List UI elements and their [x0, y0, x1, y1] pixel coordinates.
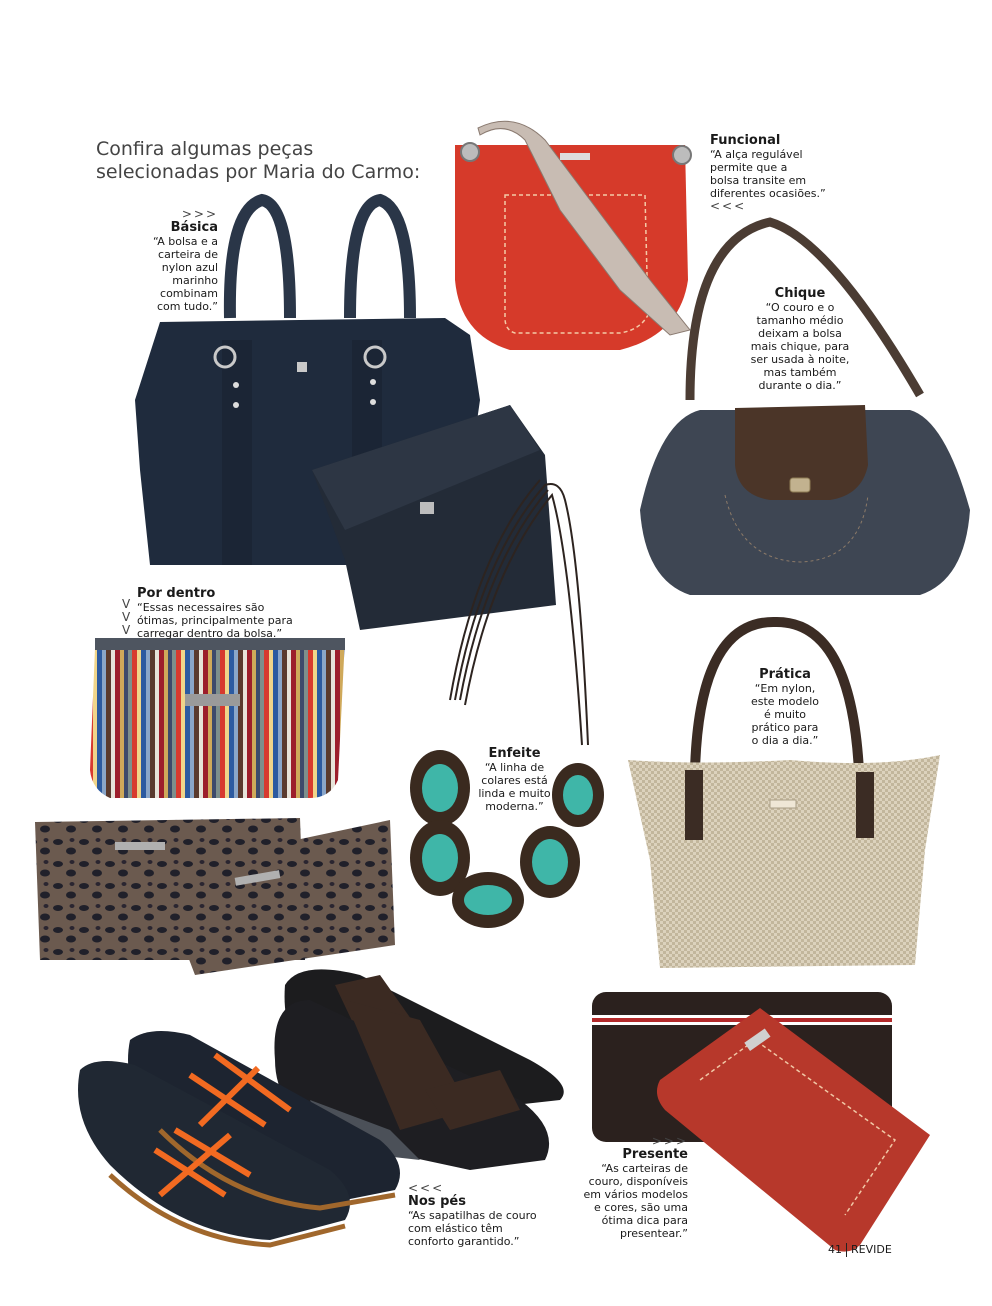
caption-text: “A alça regulável permite que a bolsa transite em diferentes ocasiões.”: [710, 148, 826, 200]
caption-title: Funcional: [710, 133, 781, 148]
caption-basica: [120, 208, 218, 313]
arrows-left: <<<: [710, 199, 747, 213]
caption-text: “A linha de colares está linda e muito moderna.”: [478, 761, 551, 813]
caption-title: Nos pés: [408, 1194, 466, 1209]
leopard-pouches: [35, 818, 395, 975]
caption-title: Básica: [170, 220, 218, 235]
caption-text: “Essas necessaires são ótimas, principalmente para carregar dentro da bolsa.”: [137, 601, 293, 640]
caption-text: “O couro e o tamanho médio deixam a bolsa mais chique, para ser usada à noite, mas também durante o dia.”: [750, 301, 850, 392]
arrows-right: >>>: [651, 1134, 688, 1148]
page-number: 41: [828, 1243, 842, 1256]
caption-title: Presente: [622, 1147, 688, 1162]
arrows-right: >>>: [181, 207, 218, 221]
arrows-left: <<<: [408, 1181, 445, 1195]
check-marks: V V V: [122, 597, 131, 637]
caption-title: Enfeite: [488, 746, 541, 761]
caption-title: Por dentro: [137, 586, 216, 601]
intro-line-2: selecionadas por Maria do Carmo:: [96, 161, 421, 183]
caption-text: “As carteiras de couro, disponíveis em vários modelos e cores, são uma ótima dica para presentear.”: [583, 1162, 688, 1240]
caption-presente: [570, 1135, 688, 1240]
caption-por-dentro: [137, 586, 312, 640]
caption-title: Prática: [759, 667, 811, 682]
caption-pratica: [740, 667, 830, 747]
intro-heading: [96, 138, 420, 184]
leather-shoulder-bag: [640, 222, 970, 595]
caption-nos-pes: [408, 1182, 558, 1248]
caption-text: “A bolsa e a carteira de nylon azul marinho combinam com tudo.”: [152, 235, 218, 313]
caption-chique: [740, 286, 860, 392]
caption-text: “Em nylon, este modelo é muito prático para o dia a dia.”: [750, 682, 820, 747]
intro-line-1: Confira algumas peças: [96, 138, 314, 160]
caption-text: “As sapatilhas de couro com elástico têm conforto garantido.”: [408, 1209, 537, 1248]
page-folio: [828, 1243, 892, 1257]
caption-funcional: [710, 133, 850, 212]
folio-divider: [846, 1243, 847, 1257]
magazine-name: REVIDE: [851, 1243, 892, 1256]
caption-enfeite: [472, 746, 557, 813]
caption-title: Chique: [774, 286, 826, 301]
red-crossbody-bag: [455, 121, 691, 350]
striped-pouch: [90, 638, 345, 798]
